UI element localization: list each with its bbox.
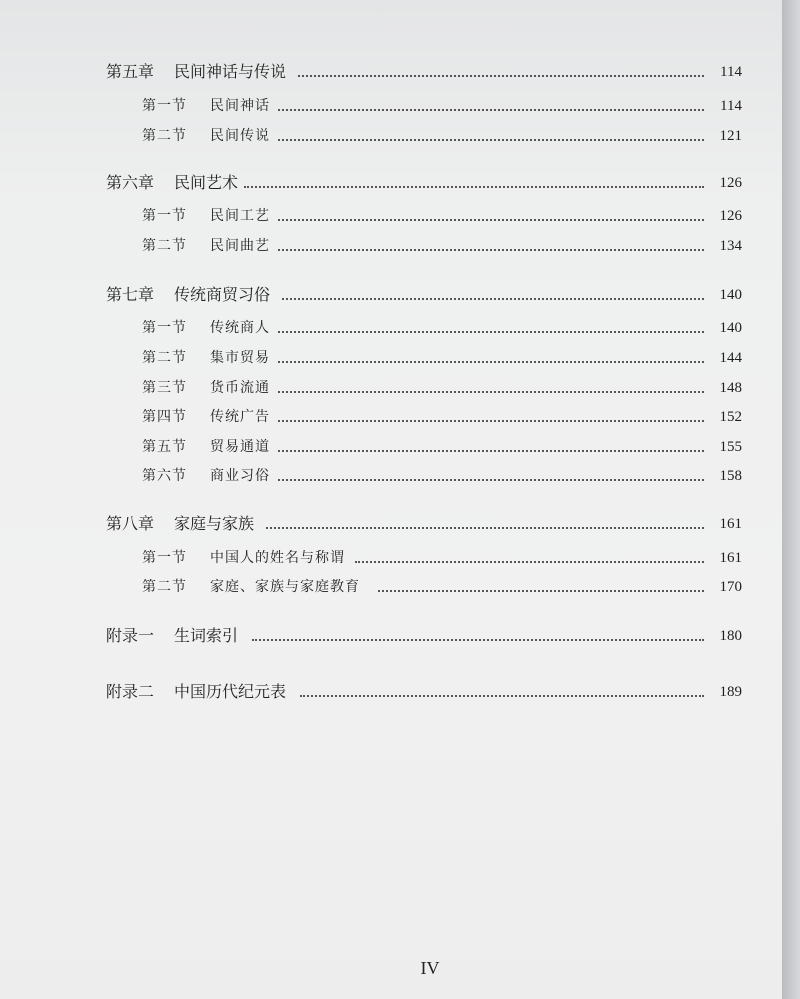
- toc-number: 第二节: [142, 579, 187, 595]
- toc-number: 第一节: [142, 320, 187, 336]
- toc-number: 第五节: [142, 439, 187, 455]
- toc-title: 中国人的姓名与称谓: [210, 550, 345, 566]
- toc-title: 民间曲艺: [210, 238, 270, 254]
- toc-section-entry: [0, 376, 782, 400]
- toc-page-number: 114: [720, 98, 742, 114]
- toc-page-number: 170: [719, 579, 742, 595]
- toc-leader-dots: [266, 527, 704, 529]
- toc-page-number: 158: [719, 468, 742, 484]
- toc-title: 民间传说: [210, 128, 270, 144]
- toc-title: 集市贸易: [210, 350, 270, 366]
- toc-page-number: 140: [719, 320, 742, 336]
- toc-leader-dots: [278, 109, 704, 111]
- toc-section-entry: [0, 575, 782, 599]
- toc-chapter-entry: [0, 512, 782, 536]
- toc-page-number: 161: [719, 550, 742, 566]
- toc-appendix-entry: [0, 680, 782, 704]
- toc-leader-dots: [278, 249, 704, 251]
- toc-number: 附录二: [106, 682, 155, 701]
- toc-leader-dots: [355, 561, 704, 563]
- toc-title: 贸易通道: [210, 439, 270, 455]
- toc-number: 第六章: [106, 173, 155, 192]
- toc-number: 第七章: [106, 285, 155, 304]
- toc-number: 第五章: [106, 62, 155, 81]
- toc-number: 附录一: [106, 626, 155, 645]
- toc-page-number: 148: [719, 380, 742, 396]
- toc-title: 民间工艺: [210, 208, 270, 224]
- toc-appendix-entry: [0, 624, 782, 648]
- toc-section-entry: [0, 316, 782, 340]
- toc-leader-dots: [282, 298, 704, 300]
- toc-leader-dots: [300, 695, 704, 697]
- toc-title: 民间艺术: [174, 173, 239, 192]
- toc-section-entry: [0, 435, 782, 459]
- toc-leader-dots: [278, 479, 704, 481]
- toc-number: 第一节: [142, 550, 187, 566]
- toc-page-number: 114: [720, 64, 742, 80]
- toc-leader-dots: [278, 361, 704, 363]
- toc-title: 民间神话与传说: [174, 62, 287, 81]
- toc-leader-dots: [278, 331, 704, 333]
- toc-page-number: 140: [719, 287, 742, 303]
- toc-section-entry: [0, 346, 782, 370]
- toc-title: 家庭、家族与家庭教育: [210, 579, 360, 595]
- toc-chapter-entry: [0, 60, 782, 84]
- toc-leader-dots: [278, 391, 704, 393]
- toc-number: 第二节: [142, 350, 187, 366]
- toc-section-entry: [0, 204, 782, 228]
- toc-section-entry: [0, 464, 782, 488]
- toc-leader-dots: [378, 590, 704, 592]
- toc-leader-dots: [298, 75, 704, 77]
- toc-section-entry: [0, 546, 782, 570]
- toc-page-number: 189: [719, 684, 742, 700]
- toc-title: 传统商贸习俗: [174, 285, 271, 304]
- toc-leader-dots: [278, 219, 704, 221]
- toc-leader-dots: [244, 186, 704, 188]
- toc-number: 第六节: [142, 468, 187, 484]
- toc-number: 第二节: [142, 128, 187, 144]
- toc-leader-dots: [278, 450, 704, 452]
- toc-title: 传统广告: [210, 409, 270, 425]
- toc-title: 货币流通: [210, 380, 270, 396]
- toc-page-number: 161: [719, 516, 742, 532]
- toc-title: 商业习俗: [210, 468, 270, 484]
- toc-section-entry: [0, 234, 782, 258]
- toc-title: 生词索引: [174, 626, 239, 645]
- toc-section-entry: [0, 405, 782, 429]
- toc-number: 第一节: [142, 98, 187, 114]
- toc-chapter-entry: [0, 283, 782, 307]
- toc-page-number: 134: [719, 238, 742, 254]
- toc-title: 中国历代纪元表: [174, 682, 287, 701]
- toc-page-number: 144: [719, 350, 742, 366]
- toc-title: 传统商人: [210, 320, 270, 336]
- toc-number: 第二节: [142, 238, 187, 254]
- toc-title: 家庭与家族: [174, 514, 255, 533]
- toc-leader-dots: [278, 139, 704, 141]
- toc-number: 第一节: [142, 208, 187, 224]
- toc-leader-dots: [278, 420, 704, 422]
- toc-page-number: 180: [719, 628, 742, 644]
- toc-section-entry: [0, 124, 782, 148]
- page-folio: IV: [420, 958, 440, 978]
- toc-number: 第八章: [106, 514, 155, 533]
- page-edge-shadow: [782, 0, 800, 999]
- toc-page-number: 155: [719, 439, 742, 455]
- toc-page-number: 126: [719, 208, 742, 224]
- toc-number: 第三节: [142, 380, 187, 396]
- toc-number: 第四节: [142, 409, 187, 425]
- toc-page-number: 152: [719, 409, 742, 425]
- toc-page-number: 126: [719, 175, 742, 191]
- toc-page-number: 121: [719, 128, 742, 144]
- toc-title: 民间神话: [210, 98, 270, 114]
- toc-chapter-entry: [0, 171, 782, 195]
- toc-section-entry: [0, 94, 782, 118]
- toc-leader-dots: [252, 639, 704, 641]
